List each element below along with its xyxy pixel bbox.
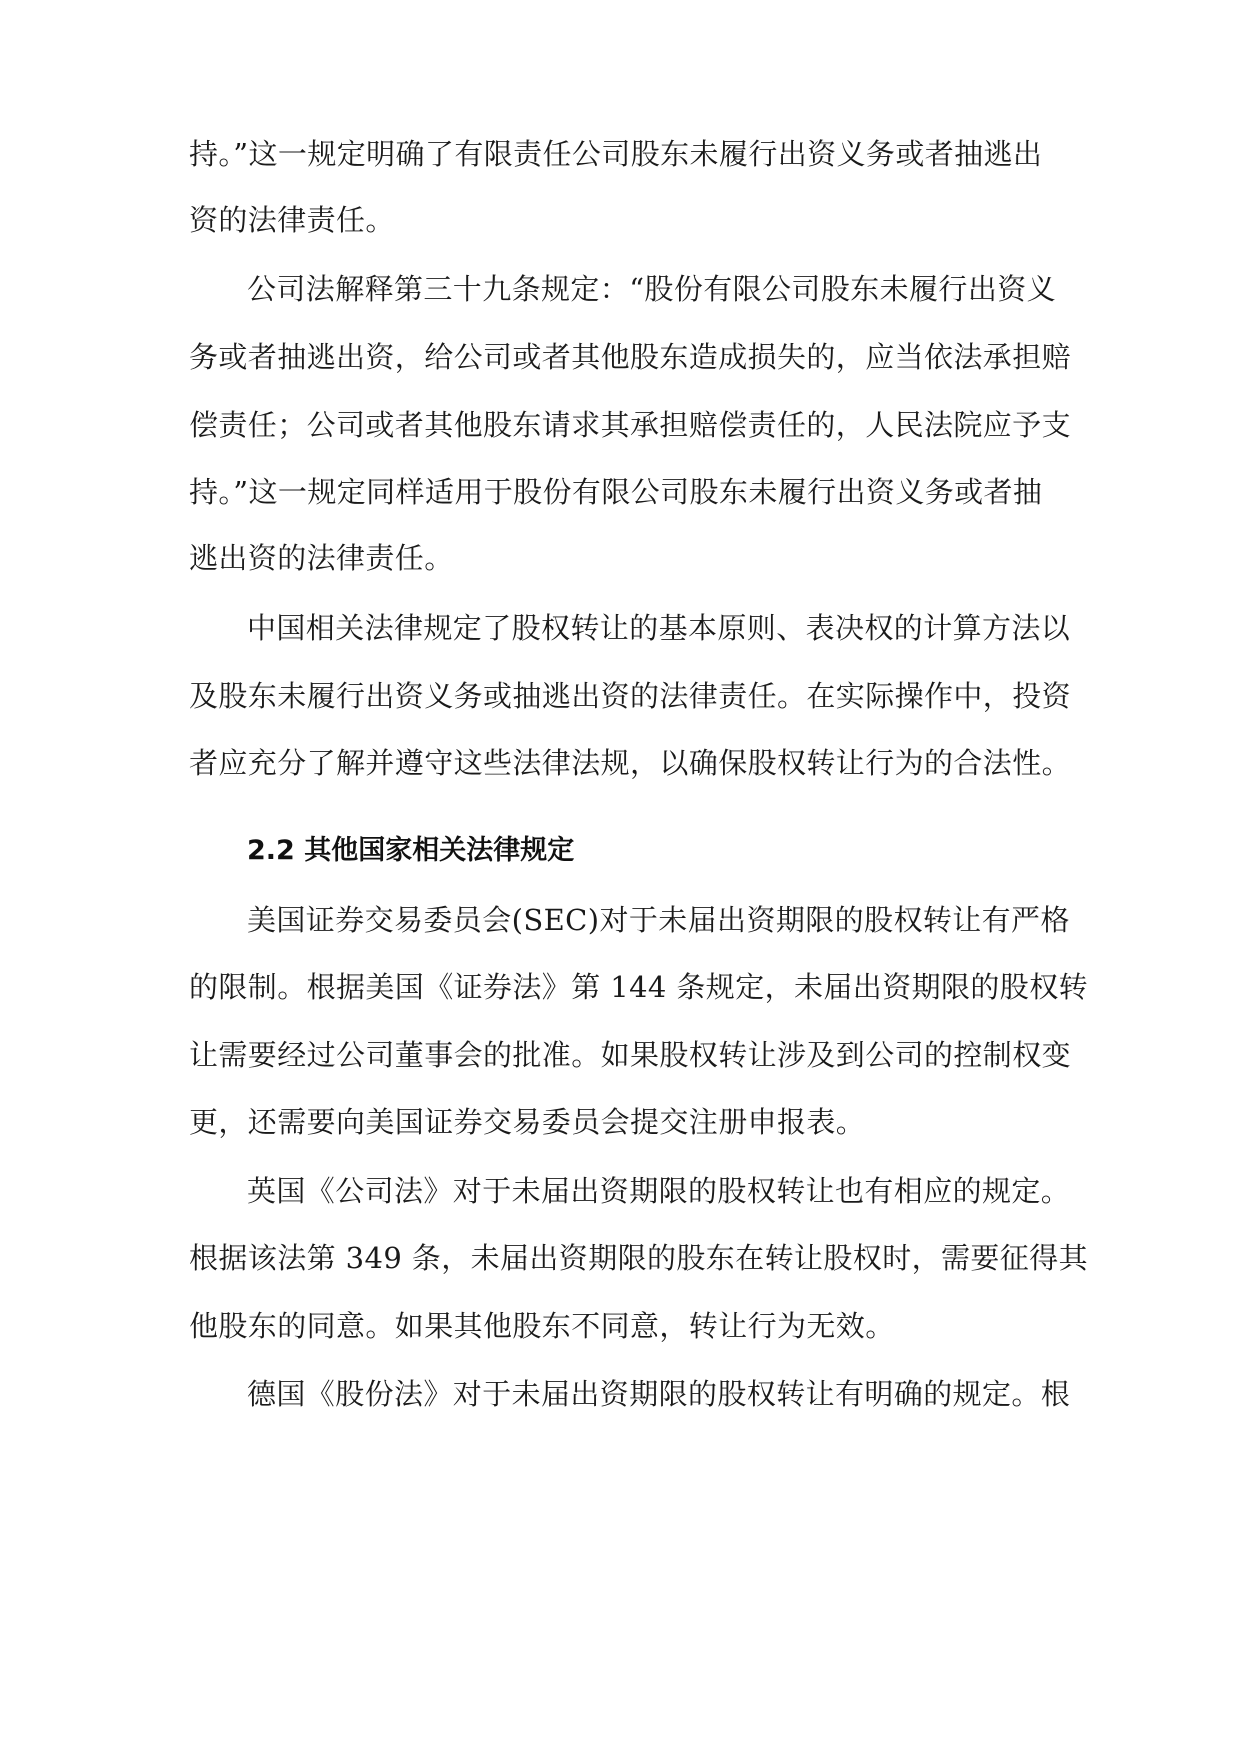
section-heading: 2.2 其他国家相关法律规定 — [247, 835, 575, 866]
paragraph-line: 持。”这一规定明确了有限责任公司股东未履行出资义务或者抽逃出 — [189, 137, 1043, 171]
paragraph-line: 更，还需要向美国证券交易委员会提交注册申报表。 — [189, 1105, 866, 1139]
paragraph-line: 偿责任；公司或者其他股东请求其承担赔偿责任的，人民法院应予支 — [189, 408, 1072, 442]
paragraph-line: 美国证券交易委员会(SEC)对于未届出资期限的股权转让有严格 — [247, 903, 1070, 937]
paragraph-line: 公司法解释第三十九条规定：“股份有限公司股东未履行出资义 — [247, 272, 1057, 306]
paragraph-line: 者应充分了解并遵守这些法律法规，以确保股权转让行为的合法性。 — [189, 746, 1072, 780]
paragraph-line: 逃出资的法律责任。 — [189, 541, 454, 575]
paragraph-line: 德国《股份法》对于未届出资期限的股权转让有明确的规定。根 — [247, 1377, 1071, 1411]
paragraph-line: 英国《公司法》对于未届出资期限的股权转让也有相应的规定。 — [247, 1174, 1071, 1208]
paragraph-line: 及股东未履行出资义务或抽逃出资的法律责任。在实际操作中，投资 — [189, 679, 1072, 713]
paragraph-line: 中国相关法律规定了股权转让的基本原则、表决权的计算方法以 — [247, 611, 1071, 645]
paragraph-line: 持。”这一规定同样适用于股份有限公司股东未履行出资义务或者抽 — [189, 475, 1043, 509]
paragraph-line: 他股东的同意。如果其他股东不同意，转让行为无效。 — [189, 1309, 895, 1343]
paragraph-line: 务或者抽逃出资，给公司或者其他股东造成损失的，应当依法承担赔 — [189, 340, 1072, 374]
paragraph-line: 根据该法第 349 条，未届出资期限的股东在转让股权时，需要征得其 — [189, 1241, 1088, 1275]
paragraph-line: 让需要经过公司董事会的批准。如果股权转让涉及到公司的控制权变 — [189, 1038, 1072, 1072]
paragraph-line: 的限制。根据美国《证券法》第 144 条规定，未届出资期限的股权转 — [189, 970, 1088, 1004]
paragraph-line: 资的法律责任。 — [189, 203, 395, 237]
